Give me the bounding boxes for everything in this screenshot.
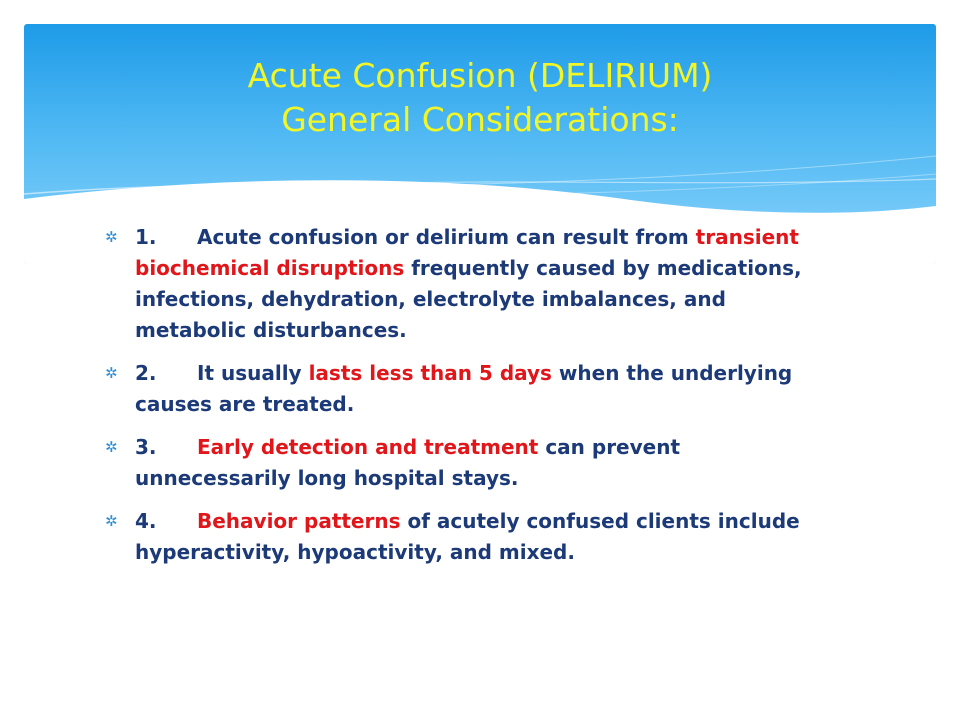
bullet-text: when the underlying causes are treated. [135,361,793,416]
title-line-2: General Considerations: [281,100,679,139]
asterisk-bullet-icon: ✲ [105,364,118,382]
asterisk-bullet-icon: ✲ [105,228,118,246]
title-line-1: Acute Confusion (DELIRIUM) [247,56,713,95]
bullet-highlight: transient biochemical disruptions [135,225,799,280]
asterisk-bullet-icon: ✲ [105,438,118,456]
bullet-item-2 [105,358,825,420]
bullet-highlight: Early detection and treatment [197,435,539,459]
bullet-list [105,222,825,580]
slide-title [24,54,936,142]
bullet-item-3 [105,432,825,494]
bullet-item-4 [105,506,825,568]
bullet-highlight: Behavior patterns [197,509,401,533]
asterisk-bullet-icon: ✲ [105,512,118,530]
bullet-text: frequently caused by medications, infections, dehydration, electrolyte imbalances, and metabolic disturbances. [135,256,802,342]
bullet-number: 1. [135,225,157,249]
bullet-item-1 [105,222,825,346]
bullet-number: 4. [135,509,157,533]
bullet-text: It usually [197,361,309,385]
bullet-number: 3. [135,435,157,459]
bullet-highlight: lasts less than 5 days [308,361,552,385]
bullet-number: 2. [135,361,157,385]
bullet-text: can prevent unnecessarily long hospital stays. [135,435,681,490]
bullet-text: Acute confusion or delirium can result from [197,225,696,249]
bullet-text: of acutely confused clients include hyperactivity, hypoactivity, and mixed. [135,509,800,564]
